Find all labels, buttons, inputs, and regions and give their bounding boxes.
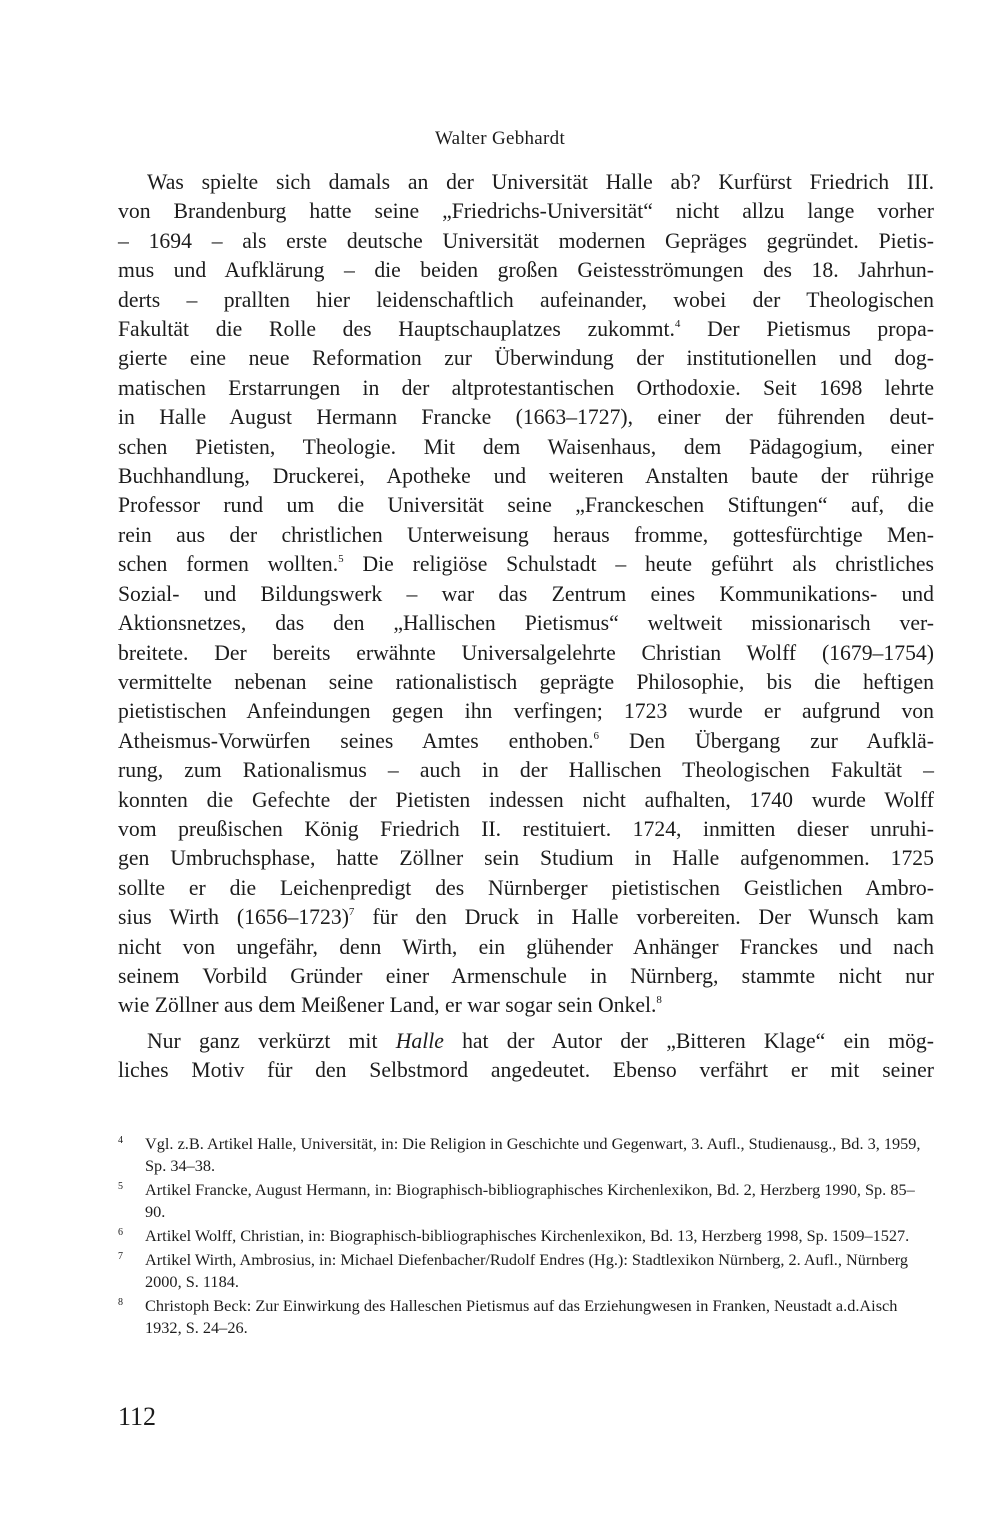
main-text (118, 168, 934, 1086)
text-line: Nur ganz verkürzt mit Halle hat der Autor der „Bitteren Klage“ ein mög- (147, 1028, 934, 1053)
text-line: liches Motiv für den Selbstmord angedeutet. Ebenso verfährt er mit seiner (118, 1058, 934, 1083)
text-line: schen formen wollten.$^5$ Die religiöse Schulstadt – heute geführt als christliches (118, 552, 934, 577)
footnote (118, 1179, 934, 1223)
page-number: 112 (118, 1402, 157, 1431)
text-line: Was spielte sich damals an der Universität Halle ab? Kurfürst Friedrich III. (147, 170, 934, 194)
footnote (118, 1295, 934, 1339)
text-line: rein aus der christlichen Unterweisung heraus fromme, gottesfürchtige Men- (118, 522, 934, 547)
text-line: konnten die Gefechte der Pietisten indessen nicht aufhalten, 1740 wurde Wolff (118, 787, 934, 812)
text-line: matischen Erstarrungen in der altprotestantischen Orthodoxie. Seit 1698 lehrte (118, 375, 934, 400)
footnote-ref: 4 (674, 318, 681, 331)
text-line: sius Wirth (1656–1723)$^7$ für den Druck in Halle vorbereiten. Der Wunsch kam (118, 905, 934, 930)
paragraph-1 (118, 168, 934, 1021)
text-line: vom preußischen König Friedrich II. restituiert. 1724, inmitten dieser unruhi- (118, 816, 934, 841)
footnote-text: Christoph Beck: Zur Einwirkung des Halleschen Pietismus auf das Erziehungwesen in Franken, Neustadt a.d.Aisch 1932, S. 24–26. (145, 1296, 898, 1337)
footnote-text: Artikel Francke, August Hermann, in: Biographisch-bibliographisches Kirchenlexikon, Bd. 2, Herzberg 1990, Sp. 85–90. (145, 1180, 915, 1221)
footnote-number: 5 (118, 1181, 123, 1192)
footnote-number: 7 (118, 1251, 123, 1262)
italic-term: Halle (395, 1028, 444, 1053)
footnote (118, 1225, 934, 1247)
text-line: pietistischen Anfeindungen gegen ihn verfingen; 1723 wurde er aufgrund von (118, 699, 934, 724)
text-line: – 1694 – als erste deutsche Universität modernen Gepräges gegründet. Pietis- (118, 228, 934, 253)
text-line: Buchhandlung, Druckerei, Apotheke und weiteren Anstalten baute der rührige (118, 464, 934, 489)
text-line: mus und Aufklärung – die beiden großen Geistesströmungen des 18. Jahrhun- (118, 258, 934, 283)
text-line: wie Zöllner aus dem Meißener Land, er war sogar sein Onkel.$^8$ (118, 993, 662, 1018)
footnote (118, 1133, 934, 1177)
text-line: gen Umbruchsphase, hatte Zöllner sein Studium in Halle aufgenommen. 1725 (118, 846, 934, 871)
text-line: rung, zum Rationalismus – auch in der Hallischen Theologischen Fakultät – (118, 758, 934, 783)
text-line: schen Pietisten, Theologie. Mit dem Waisenhaus, dem Pädagogium, einer (118, 434, 934, 459)
footnote-text: Artikel Wolff, Christian, in: Biographisch-bibliographisches Kirchenlexikon, Bd. 13, Herzberg 1998, Sp. 1509–1527. (145, 1226, 910, 1245)
footnote-number: 6 (118, 1227, 123, 1238)
footnotes (118, 1133, 934, 1341)
text-line: Atheismus-Vorwürfen seines Amtes enthoben.$^6$ Den Übergang zur Aufklä- (118, 728, 934, 753)
footnote-number: 8 (118, 1297, 123, 1308)
paragraph-2 (118, 1027, 934, 1086)
text-line: nicht von ungefähr, denn Wirth, ein glühender Anhänger Franckes und nach (118, 934, 934, 959)
text-line: Aktionsnetzes, das den „Hallischen Pietismus“ weltweit missionarisch ver- (118, 611, 934, 636)
text-line: derts – prallten hier leidenschaftlich aufeinander, wobei der Theologischen (118, 287, 934, 312)
footnote (118, 1249, 934, 1293)
text-line: Fakultät die Rolle des Hauptschauplatzes zukommt.$^4$ Der Pietismus propa- (118, 317, 934, 342)
running-header: Walter Gebhardt (434, 128, 566, 149)
text-line: in Halle August Hermann Francke (1663–1727), einer der führenden deut- (118, 405, 934, 430)
text-line: seinem Vorbild Gründer einer Armenschule in Nürnberg, stammte nicht nur (118, 963, 934, 988)
footnote-ref: 6 (593, 729, 600, 742)
footnote-ref: 8 (656, 994, 662, 1007)
text-line: breitete. Der bereits erwähnte Universalgelehrte Christian Wolff (1679–1754) (118, 640, 934, 665)
text-line: Sozial- und Bildungswerk – war das Zentrum eines Kommunikations- und (118, 581, 934, 606)
footnote-text: Artikel Wirth, Ambrosius, in: Michael Diefenbacher/Rudolf Endres (Hg.): Stadtlexikon Nürnberg, 2. Aufl., Nürnberg 2000, S. 1184. (145, 1250, 909, 1291)
footnote-ref: 7 (348, 906, 355, 919)
footnote-number: 4 (118, 1135, 123, 1146)
text-line: gierte eine neue Reformation zur Überwindung der institutionellen und dog- (118, 346, 934, 371)
text-line: Professor rund um die Universität seine „Franckeschen Stiftungen“ auf, die (118, 493, 934, 518)
text-line: sollte er die Leichenpredigt des Nürnberger pietistischen Geistlichen Ambro- (118, 875, 934, 900)
footnote-text: Vgl. z.B. Artikel Halle, Universität, in: Die Religion in Geschichte und Gegenwart, 3. Aufl., Studienausg., Bd. 3, 1959, Sp. 34–38. (145, 1134, 921, 1175)
footnote-ref: 5 (338, 553, 344, 566)
text-line: von Brandenburg hatte seine „Friedrichs-Universität“ nicht allzu lange vorher (118, 199, 934, 224)
text-line: vermittelte nebenan seine rationalistisch geprägte Philosophie, bis die heftigen (118, 669, 934, 694)
